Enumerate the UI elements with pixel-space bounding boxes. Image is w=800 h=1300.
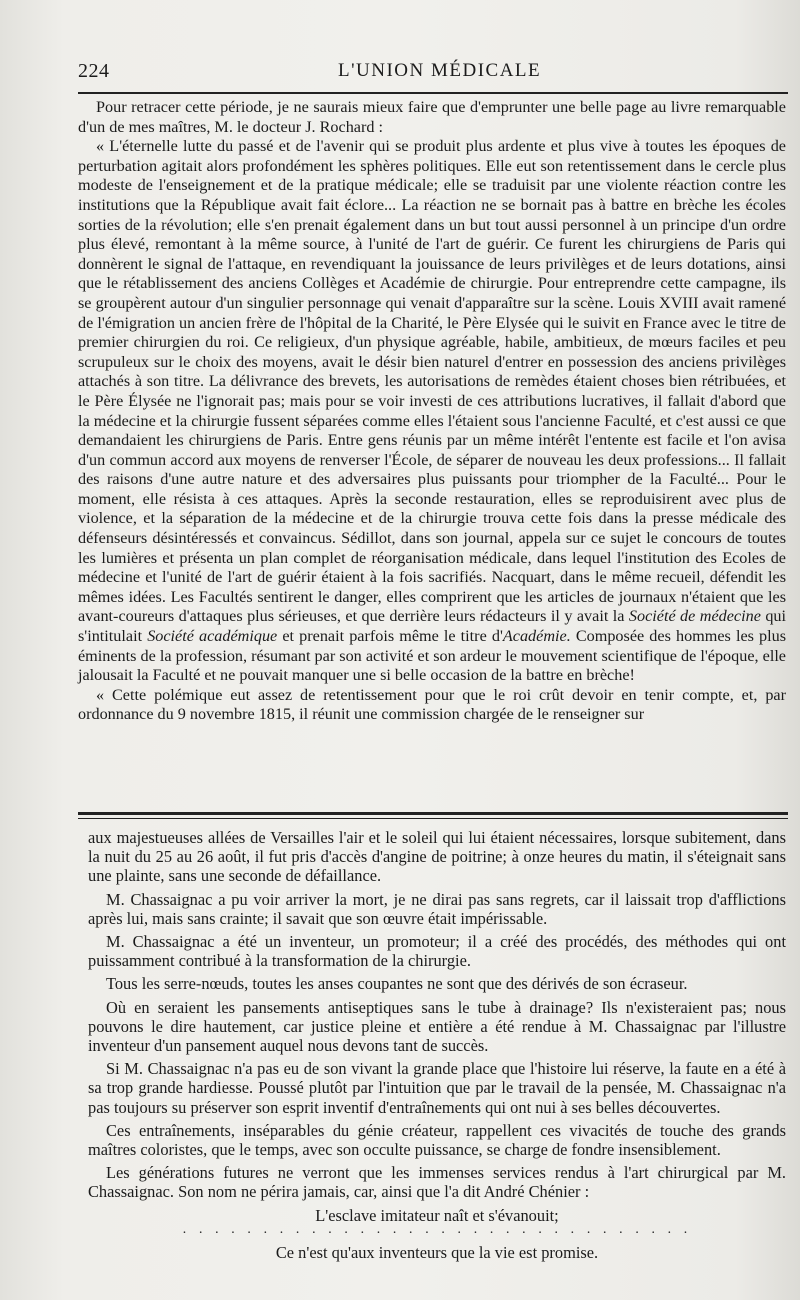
- lower-paragraph-8: Les générations futures ne verront que les immenses services rendus à l'art chirurgical par M. Chassaignac. Son nom ne périra jamais, car, ainsi que l'a dit André Chénier :: [88, 1163, 786, 1202]
- verse-line-1: L'esclave imitateur naît et s'évanouit;: [315, 1205, 559, 1225]
- verse-line-2: Ce n'est qu'aux inventeurs que la vie est promise.: [275, 1242, 599, 1262]
- header-rule: [78, 92, 788, 94]
- lower-paragraph-5: Où en seraient les pansements antiseptiques sans le tube à drainage? Ils n'existeraient pas; nous pouvons le dire hautement, car justice pleine et entière a été rendue à M. Chassaignac par l'illustre inventeur d'un pansement auquel nous devons tant de succès.: [88, 997, 786, 1056]
- italic-academie: Académie.: [502, 627, 571, 646]
- lower-paragraph-6: Si M. Chassaignac n'a pas eu de son vivant la grande place que l'histoire lui réserve, la faute en a été à sa trop grande hardiesse. Poussé plutôt par l'intuition que par le travail de la pensée, M. Chassaignac n'a pas toujours su préserver son esprit inventif d'entraînements qui ont nui à ses belles découvertes.: [88, 1059, 786, 1117]
- upper-paragraph-3: « Cette polémique eut assez de retentissement pour que le roi crût devoir en tenir compte, et, par ordonnance du 9 novembre 1815, il réunit une commission chargée de le renseigner sur: [78, 685, 786, 724]
- upper-paragraph-1: Pour retracer cette période, je ne saurais mieux faire que d'emprunter une belle page au livre remarquable d'un de mes maîtres, M. le docteur J. Rochard :: [78, 98, 786, 136]
- upper-text-block: [78, 98, 786, 725]
- verse-ellipsis-dots: · · · · · · · · · · · · · · · · · · · · · · · · · · · · · · · ·: [182, 1225, 692, 1241]
- lower-text-block: [88, 828, 786, 1264]
- upper-paragraph-2-text-a: « L'éternelle lutte du passé et de l'avenir qui se produit plus ardente et plus vive à toutes les époques de perturbation agitait alors profondément les sphères politiques. Elle eut son retentissement dans le cercle plus modeste de l'enseignement et de la pratique médicale; elle se traduisit par une violente réaction contre les institutions que la République avait fait éclore... La réaction ne se bornait pas à battre en brèche les écoles sorties de la révolution; elle s'en prenait également dans un but tout aussi personnel à un principe d'un ordre plus élevé, remontant à la même source, à l'unité de l'art de guérir. Ce furent les chirurgiens de Paris qui donnèrent le signal de l'attaque, en revendiquant la jouissance de leurs privilèges et de leurs dotations, ainsi que le rétablissement des anciens Collèges et Académie de chirurgie. Pour entreprendre cette campagne, ils se groupèrent autour d'un singulier personnage qui venait d'apparaître sur la scène. Louis XVIII avait ramené de l'émigration un ancien frère de l'hôpital de la Charité, le Père Elysée qui le suivit en France avec le titre de premier chirurgien du roi. Ce religieux, d'un physique agréable, habile, ambitieux, de mœurs faciles et peu scrupuleux sur le choix des moyens, avait le désir bien naturel d'entrer en possession des anciens privilèges attachés à son titre. La délivrance des brevets, les autorisations de remèdes étaient choses bien rétribuées, et le Père Élysée ne l'ignorait pas; mais pour se voir investi de ces attributions lucratives, il fallait d'abord que la médecine et la chirurgie fussent séparées comme elles l'étaient sous l'ancienne Faculté, et c'est aussi ce que demandaient les chirurgiens de Paris. Entre gens réunis par un même intérêt l'entente est facile et l'on avisa d'un commun accord aux moyens de renverser l'École, de séparer de nouveau les deux professions... Il fallait des raisons d'une autre nature et des adversaires plus puissants pour triompher de la Faculté... Pour le moment, elle résista à ces attaques. Après la seconde restauration, elles se reproduisirent avec plus de violence, et la séparation de la médecine et de la chirurgie trouva cette fois dans la presse médicale des défenseurs désintéressés et convaincus. Sédillot, dans son journal, appela sur ce sujet le concours de toutes les lumières et présenta un plan complet de réorganisation médicale, dans lequel l'institution des Ecoles de médecine et l'unité de l'art de guérir étaient à la fois sacrifiés. Nacquart, dans le même recueil, défendit les mêmes idées. Les Facultés sentirent le danger, elles comprirent que les articles de journaux n'étaient que les avant-coureurs d'attaques plus sérieuses, et que derrière leurs rédacteurs il y avait la: [78, 137, 786, 626]
- italic-societe-de-medecine: Société de médecine: [628, 607, 761, 626]
- lower-paragraph-1: aux majestueuses allées de Versailles l'air et le soleil qui lui étaient nécessaires, lorsque subitement, dans la nuit du 25 au 26 août, il fut pris d'accès d'angine de poitrine; à onze heures du matin, il s'éteignait sans une plainte, sans une seconde de défaillance.: [88, 828, 786, 886]
- section-separator-rule: [78, 812, 788, 815]
- page-header: [78, 60, 760, 90]
- italic-societe-academique: Société académique: [147, 627, 278, 646]
- upper-paragraph-2-text-c: et prenait parfois même le titre d': [282, 627, 503, 646]
- lower-paragraph-3: M. Chassaignac a été un inventeur, un promoteur; il a créé des procédés, des méthodes qui ont puissamment contribué à la transformation de la chirurgie.: [88, 932, 786, 971]
- upper-paragraph-2-text-b: qui s'intitulait: [78, 607, 787, 646]
- page-number: 224: [78, 60, 110, 82]
- lower-paragraph-2: M. Chassaignac a pu voir arriver la mort, je ne dirai pas sans regrets, car il laissait trop d'afflictions après lui, mais sans crainte; il savait que son œuvre était impérissable.: [88, 889, 786, 928]
- lower-paragraph-7: Ces entraînements, inséparables du génie créateur, rappellent ces vivacités de touche des grands maîtres coloristes, que le temps, avec son occulte puissance, se charge de fondre insensiblement.: [88, 1120, 786, 1160]
- upper-paragraph-2: [78, 137, 786, 686]
- upper-paragraph-2-text-d: Composée des hommes les plus éminents de la profession, résumant par son activité et son ardeur le mouvement scientifique de l'époque, elle jalousait la Faculté et ne pouvait manquer une si belle occasion de la battre en brèche!: [78, 627, 787, 685]
- lower-paragraph-4: Tous les serre-nœuds, toutes les anses coupantes ne sont que des dérivés de son écraseur.: [106, 974, 688, 994]
- running-title: L'UNION MÉDICALE: [338, 60, 542, 81]
